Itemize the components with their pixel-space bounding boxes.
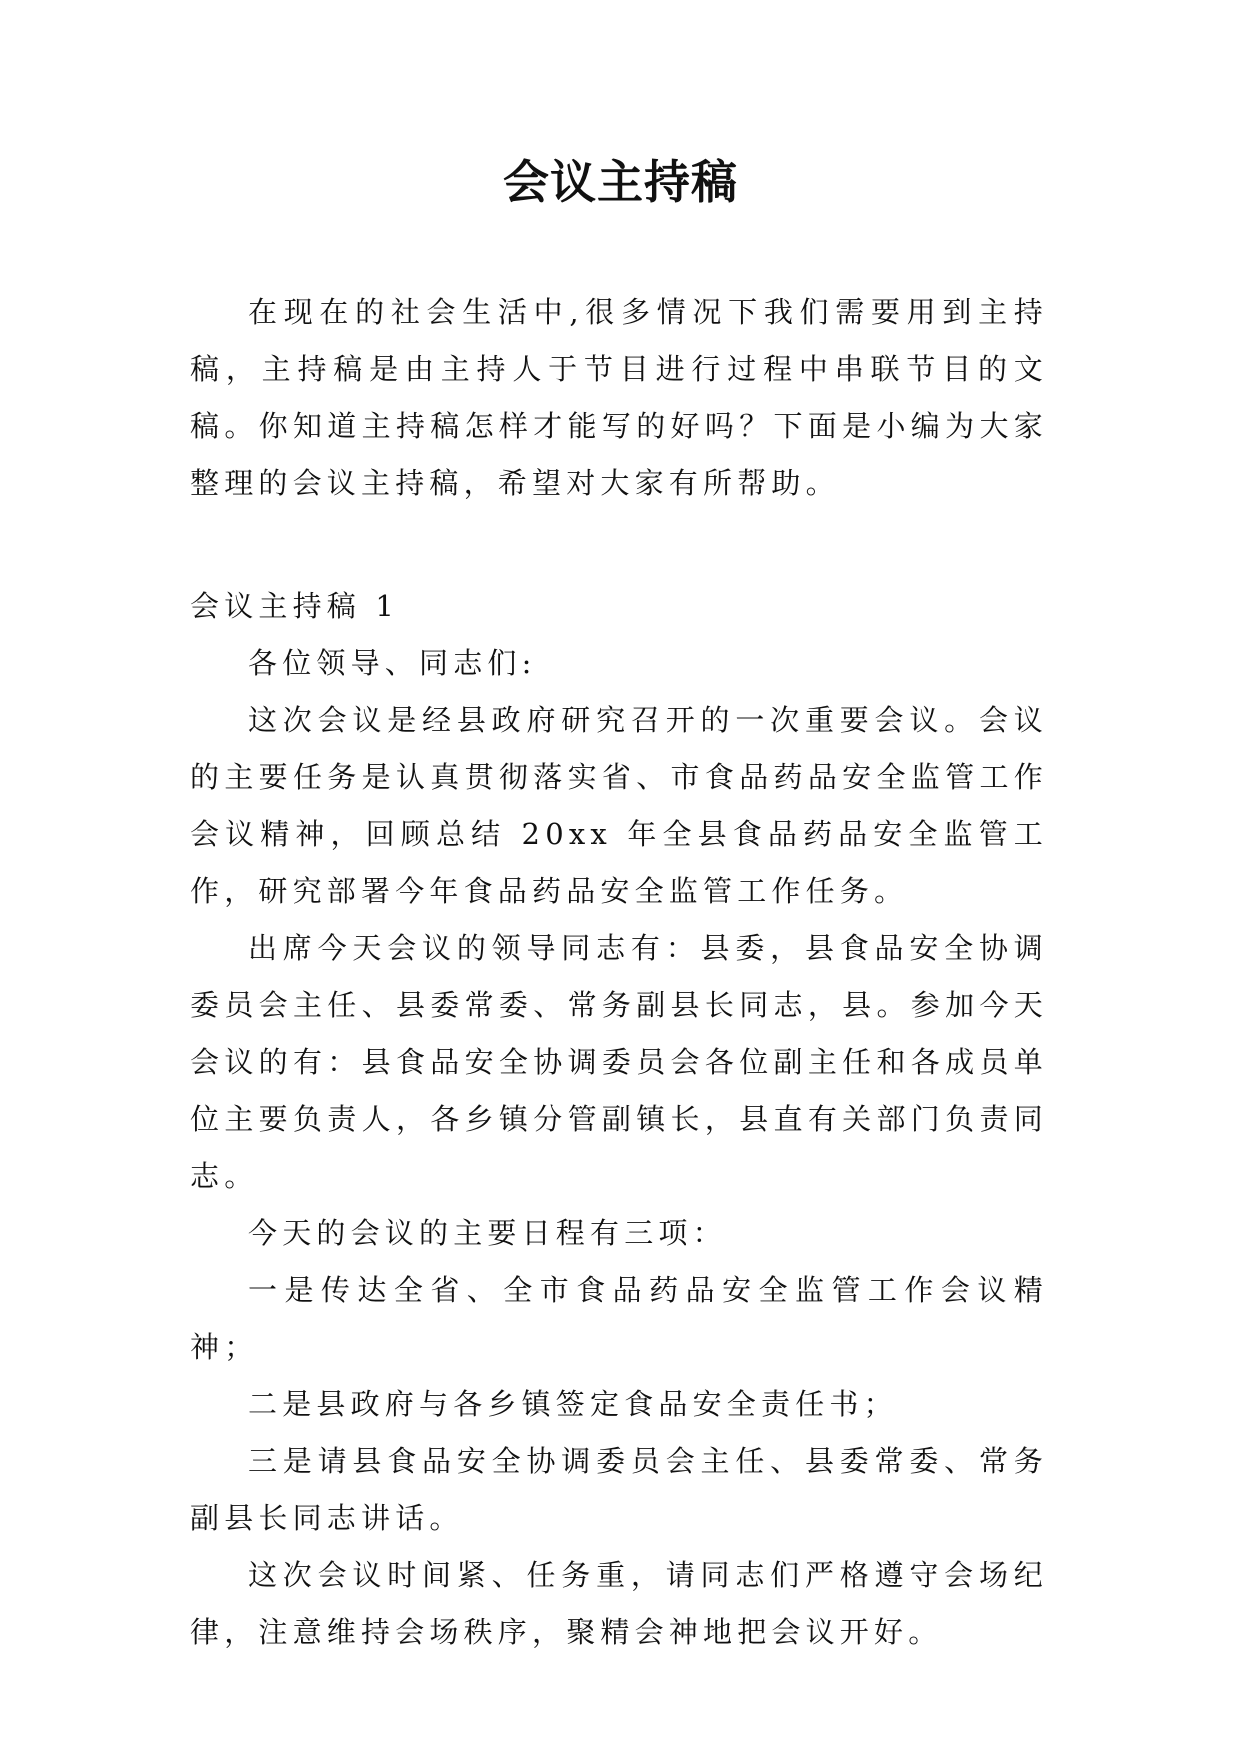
salutation-paragraph: 各位领导、同志们: xyxy=(248,646,537,680)
document-title: 会议主持稿 xyxy=(503,155,738,209)
agenda-item-3: 三是请县食品安全协调委员会主任、县委常委、常务副县长同志讲话。 xyxy=(190,1444,1048,1535)
meeting-purpose-paragraph: 这次会议是经县政府研究召开的一次重要会议。会议的主要任务是认真贯彻落实省、市食品药品安全监管工作会议精神，回顾总结 20xx 年全县食品药品安全监管工作，研究部署今年食品药品安全监管工作任务。 xyxy=(190,703,1048,908)
closing-paragraph: 这次会议时间紧、任务重，请同志们严格遵守会场纪律，注意维持会场秩序，聚精会神地把会议开好。 xyxy=(190,1558,1048,1649)
agenda-item-2: 二是县政府与各乡镇签定食品安全责任书； xyxy=(248,1387,898,1421)
attendees-paragraph: 出席今天会议的领导同志有：县委，县食品安全协调委员会主任、县委常委、常务副县长同志，县。参加今天会议的有：县食品安全协调委员会各位副主任和各成员单位主要负责人，各乡镇分管副镇长，县直有关部门负责同志。 xyxy=(190,931,1048,1193)
intro-section xyxy=(190,284,1048,512)
agenda-intro-paragraph: 今天的会议的主要日程有三项： xyxy=(248,1216,727,1250)
speech-section xyxy=(190,578,1048,1661)
agenda-item-1: 一是传达全省、全市食品药品安全监管工作会议精神； xyxy=(190,1273,1048,1364)
section-title: 会议主持稿 1 xyxy=(190,589,400,623)
intro-paragraph: 在现在的社会生活中,很多情况下我们需要用到主持稿，主持稿是由主持人于节目进行过程中串联节目的文稿。你知道主持稿怎样才能写的好吗？下面是小编为大家整理的会议主持稿，希望对大家有所帮助。 xyxy=(190,295,1048,500)
